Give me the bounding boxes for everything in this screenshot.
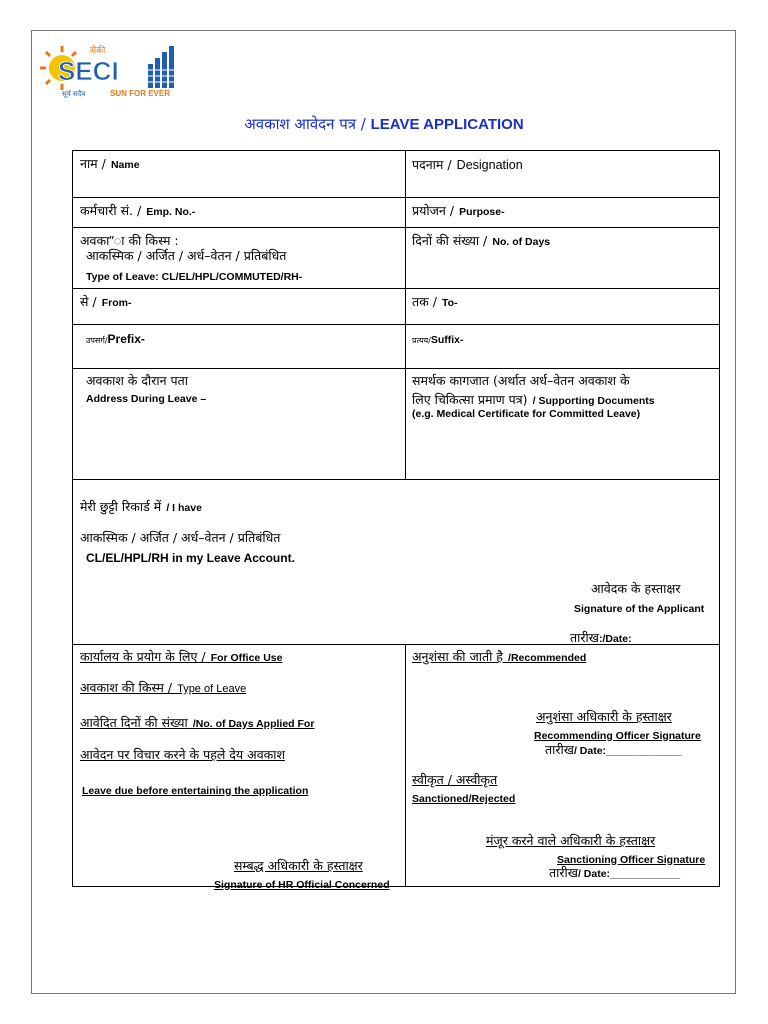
leave-due-label (82, 779, 308, 798)
title-hindi: अवकाश आवेदन पत्र / (244, 115, 366, 133)
office-use-label (80, 646, 282, 665)
label-english: Purpose- (459, 206, 505, 218)
label-english: Prefix- (107, 332, 145, 346)
label-english: /Recommended (508, 652, 587, 664)
label-english: Type of Leave: CL/EL/HPL/COMMUTED/RH- (86, 271, 303, 283)
leave-record-line1 (80, 496, 202, 515)
label-hindi: तारीख (549, 865, 578, 880)
column-divider-lower (405, 644, 406, 887)
label-hindi: सम्बद्ध अधिकारी के हस्ताक्षर (234, 858, 363, 873)
label-hindi: मंजूर करने वाले अधिकारी के हस्ताक्षर (486, 833, 656, 848)
leave-record-line2 (80, 529, 280, 546)
label-hindi: समर्थक कागजात (अर्थात अर्ध–वेतन अवकाश के (412, 373, 630, 388)
label-hindi: नाम / (80, 156, 106, 171)
suffix-field-label (412, 328, 464, 347)
label-hindi: कार्यालय के प्रयोग के लिए / (80, 649, 206, 664)
column-divider (405, 150, 406, 480)
row-divider (72, 368, 720, 369)
purpose-field-label (412, 200, 505, 219)
label-hindi: दिनों की संख्या / (412, 233, 488, 248)
svg-text:SUN FOR EVER: SUN FOR EVER (110, 89, 171, 98)
to-field-label (412, 291, 458, 310)
label-english: Signature of HR Official Concerned (214, 879, 390, 891)
label-hindi: कर्मचारी सं. / (80, 203, 142, 218)
label-english: To- (442, 297, 458, 309)
leave-type-english (86, 265, 302, 284)
seci-logo (40, 40, 190, 100)
label-hindi: मेरी छुट्टी रिकार्ड में (80, 499, 162, 514)
table-border-right (719, 150, 720, 887)
sanctioning-signature-hindi (486, 830, 655, 849)
sanctioned-label (412, 787, 515, 806)
applicant-signature-label (574, 597, 704, 616)
hr-signature-hindi (234, 855, 363, 874)
leave-record-line3 (86, 547, 295, 566)
label-hindi: पदनाम / (412, 157, 452, 172)
label-hindi: आवेदक के हस्ताक्षर (591, 581, 681, 596)
label-hindi: तारीख (570, 630, 599, 645)
form-title (0, 114, 768, 134)
label-english: / I have (166, 502, 202, 514)
label-english: (e.g. Medical Certificate for Committed Leave) (412, 408, 641, 420)
label-english: Leave due before entertaining the application (82, 785, 309, 797)
label-english: / Supporting Documents (532, 395, 655, 407)
label-hindi: उपसर्ग/ (86, 336, 108, 345)
label-english: For Office Use (210, 652, 283, 664)
label-english: /No. of Days Applied For (192, 718, 315, 730)
options-hindi: आकस्मिक / अर्जित / अर्ध–वेतन / प्रतिबंधित (86, 248, 287, 263)
days-applied-label (80, 712, 314, 731)
recommended-label (412, 646, 586, 665)
label-english: Sanctioned/Rejected (412, 793, 516, 805)
prefix-field-label (86, 328, 145, 347)
days-field-label (412, 230, 550, 249)
office-leave-type-label (80, 677, 246, 696)
sanctioned-hindi (412, 769, 497, 788)
label-hindi: प्रत्यय/ (412, 336, 431, 345)
table-border-top (72, 150, 720, 151)
label-hindi: तक / (412, 294, 437, 309)
table-border-left (72, 150, 73, 887)
address-field-label (86, 372, 206, 405)
title-english: LEAVE APPLICATION (370, 116, 524, 133)
label-hindi: आकस्मिक / अर्जित / अर्ध–वेतन / प्रतिबंधित (80, 530, 281, 545)
label-hindi: से / (80, 294, 97, 309)
table-border-bottom (72, 886, 720, 887)
label-hindi: आवेदित दिनों की संख्या (80, 715, 188, 730)
label-hindi: अनुशंसा अधिकारी के हस्ताक्षर (536, 709, 672, 724)
svg-text:SECI: SECI (58, 56, 119, 86)
label-hindi: अवकाश की किस्म / (80, 680, 172, 695)
label-english: Address During Leave – (86, 393, 207, 405)
from-field-label (80, 291, 131, 310)
row-divider (72, 197, 720, 198)
applicant-signature-hindi (591, 578, 680, 597)
label-english: CL/EL/HPL/RH in my Leave Account. (86, 551, 295, 565)
emp-no-field-label (80, 200, 195, 219)
svg-text:सूर्य सदैव: सूर्य सदैव (62, 90, 86, 98)
row-divider (72, 288, 720, 289)
supporting-docs-label (412, 372, 655, 420)
leave-type-options (86, 247, 286, 264)
label-english: Suffix- (430, 334, 464, 346)
label-hindi: आवेदन पर विचार करने के पहले देय अवकाश (80, 747, 285, 762)
label-english: / Date:____________ (577, 868, 681, 880)
row-divider (72, 324, 720, 325)
label-english: :/Date: (598, 633, 632, 645)
row-divider (72, 479, 720, 480)
sanctioning-date-label (549, 862, 680, 881)
label-hindi: अवकाश के दौरान पता (86, 373, 188, 388)
label-hindi: अनुशंसा की जाती है (412, 649, 503, 664)
row-divider (72, 227, 720, 228)
hr-signature-label (214, 873, 390, 892)
label-hindi: लिए चिकित्सा प्रमाण पत्र) (412, 392, 528, 407)
leave-due-hindi (80, 744, 285, 763)
recommending-date-label (545, 739, 682, 758)
label-english: / Date:_____________ (573, 745, 682, 757)
label-english: Type of Leave (177, 683, 247, 695)
applicant-date-label (570, 627, 632, 646)
label-hindi: प्रयोजन / (412, 203, 454, 218)
label-hindi: अवका”ा की किस्म : (80, 233, 179, 248)
label-english: Name (110, 159, 140, 171)
label-hindi: तारीख (545, 742, 574, 757)
recommending-signature-hindi (536, 706, 672, 725)
svg-text:सेकी: सेकी (90, 46, 106, 56)
label-english: Signature of the Applicant (574, 603, 705, 615)
label-english: Sanctioning Officer Signature (557, 854, 706, 866)
label-english: Designation (456, 158, 523, 172)
label-english: No. of Days (492, 236, 551, 248)
name-field-label (80, 153, 140, 172)
label-english: Recommending Officer Signature (534, 730, 701, 742)
label-english: From- (101, 297, 132, 309)
label-english: Emp. No.- (146, 206, 196, 218)
label-hindi: स्वीकृत / अस्वीकृत (412, 772, 498, 787)
designation-field-label (412, 154, 523, 173)
